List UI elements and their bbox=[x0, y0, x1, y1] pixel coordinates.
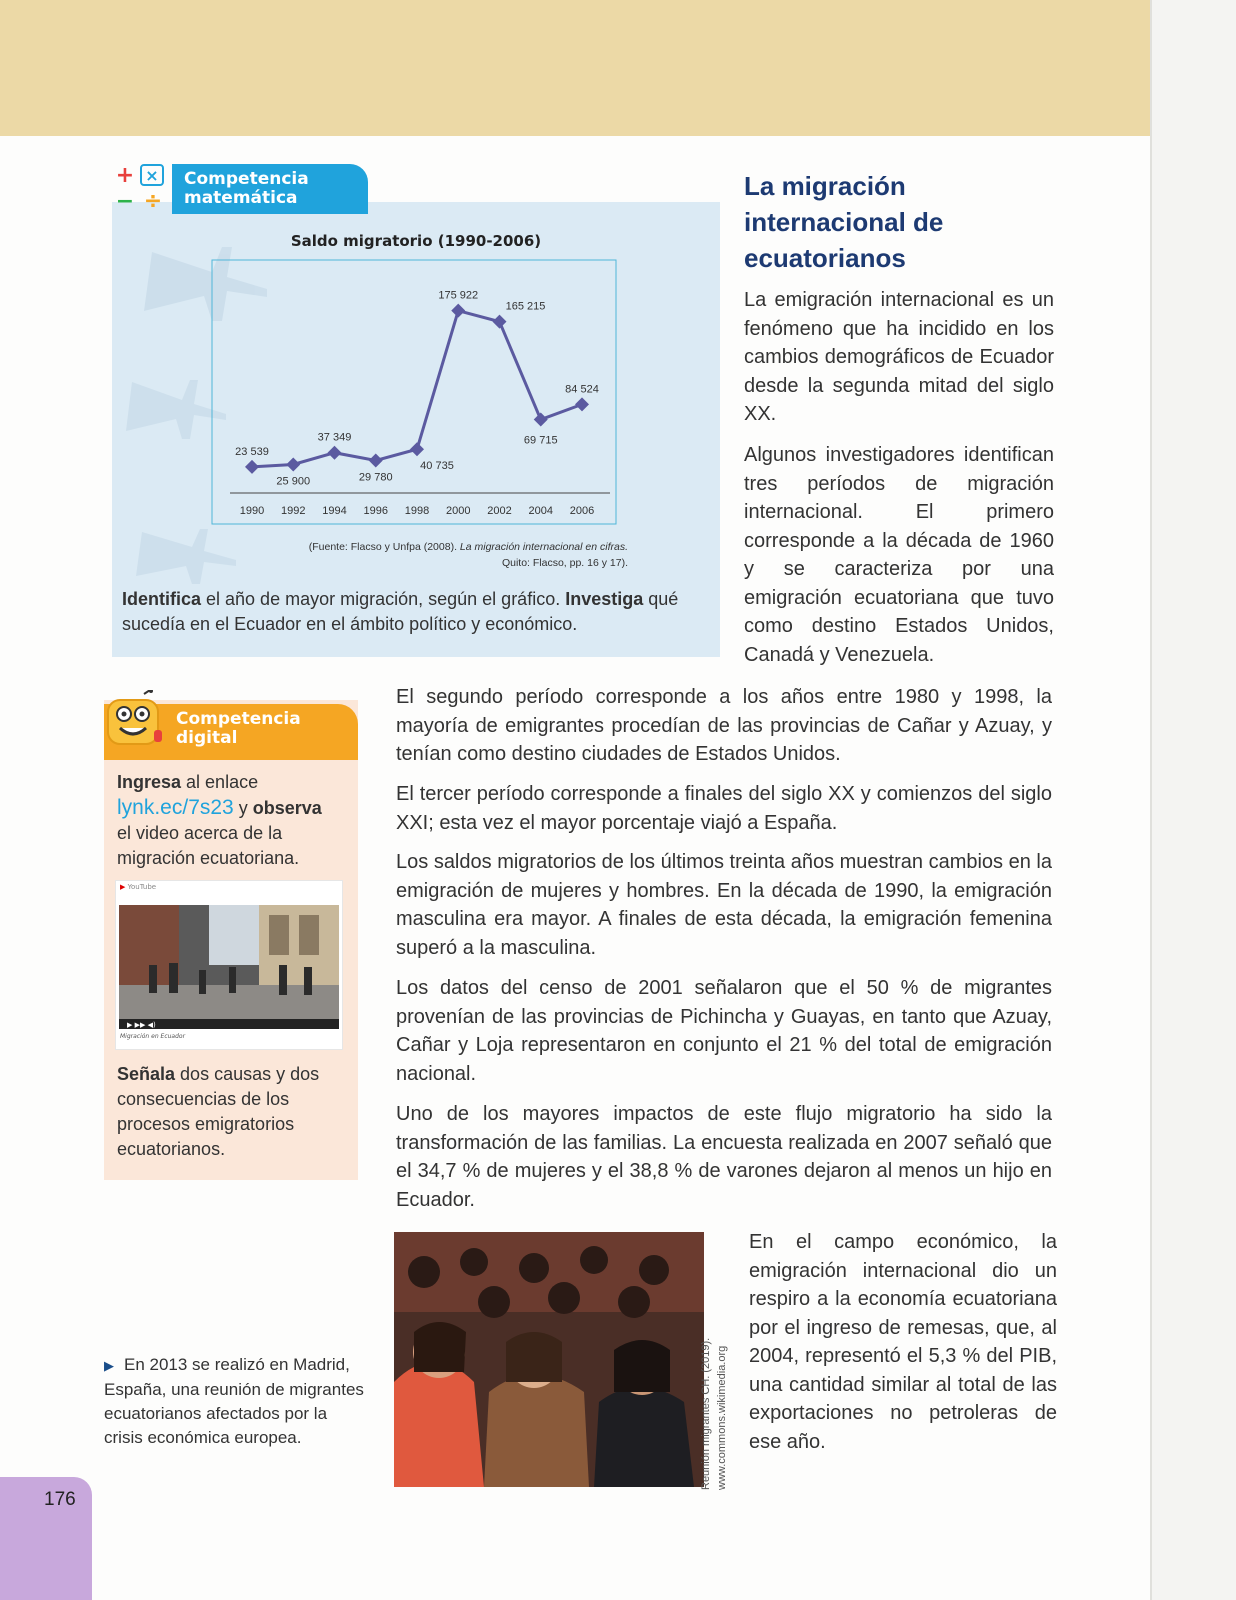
data-label: 25 900 bbox=[276, 475, 311, 488]
svg-text:▶ ▶▶ ◀): ▶ ▶▶ ◀) bbox=[127, 1021, 156, 1029]
math-operators-icon: + × − ÷ bbox=[115, 162, 163, 214]
math-badge-title-line2: matemática bbox=[184, 188, 298, 208]
page-edge bbox=[1150, 0, 1152, 1600]
page-margin bbox=[1150, 0, 1236, 1600]
x-tick-label: 1998 bbox=[404, 505, 430, 517]
data-label: 23 539 bbox=[235, 445, 269, 458]
data-label: 84 524 bbox=[565, 383, 599, 396]
math-badge-title-line1: Competencia bbox=[184, 169, 309, 189]
photo-credit-line1: Reunión migrantes CH. (2019). bbox=[700, 1337, 712, 1490]
source-line2: Quito: Flacso, pp. 16 y 17). bbox=[501, 557, 628, 569]
video-caption: Migración en Ecuador bbox=[120, 1033, 186, 1040]
source-prefix: (Fuente: Flacso y Unfpa (2008). bbox=[308, 541, 460, 553]
photo-caption-text: En 2013 se realizó en Madrid, España, una reunión de migrantes ecuatorianos afectados por la crisis económica europea. bbox=[104, 1355, 364, 1447]
x-tick-label: 2000 bbox=[446, 505, 471, 517]
paragraph-8: En el campo económico, la emigración internacional dio un respiro a la economía ecuatoriana por el ingreso de remesas, que, al 2004, representó el 5,3 % del PIB, una cantidad similar al total de las exportaciones no petroleras de ese año. bbox=[749, 1231, 1057, 1453]
question-verb-investigate: Investiga bbox=[565, 589, 644, 609]
digital-badge-title-line2: digital bbox=[176, 728, 238, 748]
x-tick-label: 1992 bbox=[281, 505, 306, 517]
data-point bbox=[369, 453, 383, 467]
x-tick-label: 2006 bbox=[569, 505, 595, 517]
instr-text-1: al enlace bbox=[181, 772, 259, 792]
math-question bbox=[122, 587, 712, 637]
top-color-band bbox=[0, 0, 1150, 136]
paragraph-3: El segundo período corresponde a los años entre 1980 y 1998, la mayoría de emigrantes procedían de las provincias de Cañar y Azuay, y tenían como destino ciudades de Estados Unidos. bbox=[396, 686, 1052, 765]
instr-text-2: y bbox=[233, 798, 253, 818]
triangle-bullet-icon: ▶ bbox=[104, 1358, 114, 1373]
chart-frame bbox=[212, 260, 616, 524]
data-label: 69 715 bbox=[523, 434, 558, 447]
data-point bbox=[575, 397, 589, 411]
x-tick-label: 1996 bbox=[363, 505, 388, 517]
paragraph-1: La emigración internacional es un fenómeno que ha incidido en los cambios demográficos de Ecuador desde la segunda mitad del siglo XX. bbox=[744, 289, 1054, 425]
data-point bbox=[328, 446, 342, 460]
digital-instructions bbox=[117, 770, 337, 871]
data-label: 29 780 bbox=[358, 471, 393, 484]
paragraph-6: Los datos del censo de 2001 señalaron que el 50 % de migrantes provenían de las provincias de Pichincha y Guayas, en tanto que Azuay, Cañar y Loja representaron en conjunto el 21 % del total de emigración nacional. bbox=[396, 977, 1052, 1085]
data-label: 165 215 bbox=[505, 300, 546, 313]
migrants-meeting-photo bbox=[394, 1232, 704, 1487]
video-thumbnail[interactable]: ▶ YouTube ▶ ▶▶ ◀) Migración en Ecuador bbox=[115, 880, 343, 1050]
data-label: 37 349 bbox=[317, 431, 352, 444]
page-number-tab bbox=[0, 1477, 92, 1600]
data-label: 40 735 bbox=[420, 460, 454, 473]
video-site-label: YouTube bbox=[127, 883, 157, 891]
data-point bbox=[245, 460, 259, 474]
robot-icon bbox=[104, 690, 162, 756]
photo-caption bbox=[104, 1353, 364, 1450]
paragraph-7: Uno de los mayores impactos de este flujo migratorio ha sido la transformación de las familias. La encuesta realizada en 2007 señaló que el 34,7 % de mujeres y el 38,8 % de varones dejaron al menos un hijo en Ecuador. bbox=[396, 1103, 1052, 1211]
source-title: La migración internacional en cifras. bbox=[459, 541, 628, 553]
data-point bbox=[451, 304, 465, 318]
x-tick-label: 2002 bbox=[487, 505, 512, 517]
x-tick-label: 2004 bbox=[528, 505, 553, 517]
x-tick-label: 1990 bbox=[239, 505, 265, 517]
verb-ingresa: Ingresa bbox=[117, 772, 182, 792]
chart-source bbox=[112, 539, 628, 571]
migration-line-chart bbox=[112, 256, 720, 538]
question-verb-identify: Identifica bbox=[122, 589, 202, 609]
page-number: 176 bbox=[44, 1489, 76, 1510]
digital-badge-title-line1: Competencia bbox=[176, 709, 301, 729]
video-link[interactable]: lynk.ec/7s23 bbox=[117, 796, 234, 819]
x-tick-label: 1994 bbox=[322, 505, 347, 517]
data-point bbox=[286, 457, 300, 471]
instr-text-3: el video acerca de la migración ecuatoriana. bbox=[117, 823, 300, 868]
data-point bbox=[534, 413, 548, 427]
digital-question-text: dos causas y dos consecuencias de los procesos emigratorios ecuatorianos. bbox=[117, 1064, 320, 1159]
street-scene-image bbox=[119, 905, 339, 1029]
verb-observa: observa bbox=[252, 798, 322, 818]
data-point bbox=[410, 442, 424, 456]
digital-question bbox=[117, 1062, 343, 1162]
verb-senala: Señala bbox=[117, 1064, 176, 1084]
question-text-1: el año de mayor migración, según el gráfico. bbox=[201, 589, 566, 609]
paragraph-5: Los saldos migratorios de los últimos treinta años muestran cambios en la emigración de mujeres y hombres. En la década de 1990, la emigración masculina era mayor. A finales de esta década, la emigración femenina superó a la masculina. bbox=[396, 851, 1052, 959]
photo-credit-line2: www.commons.wikimedia.org bbox=[716, 1345, 728, 1490]
data-point bbox=[493, 315, 507, 329]
section-heading: La migración internacional de ecuatorianos bbox=[744, 171, 944, 273]
chart-title: Saldo migratorio (1990-2006) bbox=[290, 232, 542, 250]
photo-credit bbox=[698, 1290, 730, 1490]
math-competency-badge bbox=[112, 164, 368, 214]
paragraph-4: El tercer período corresponde a finales del siglo XX y comienzos del siglo XXI; esta vez el mayor porcentaje viajó a España. bbox=[396, 783, 1052, 834]
data-label: 175 922 bbox=[438, 289, 479, 302]
paragraph-2: Algunos investigadores identifican tres períodos de migración internacional. El primero corresponde a la década de 1960 y se caracteriza por una emigración ecuatoriana que tuvo como destino Estados Unidos, Canadá y Venezuela. bbox=[744, 444, 1054, 666]
question-text-2: qué sucedía en el Ecuador en el ámbito político y económico. bbox=[122, 589, 679, 634]
